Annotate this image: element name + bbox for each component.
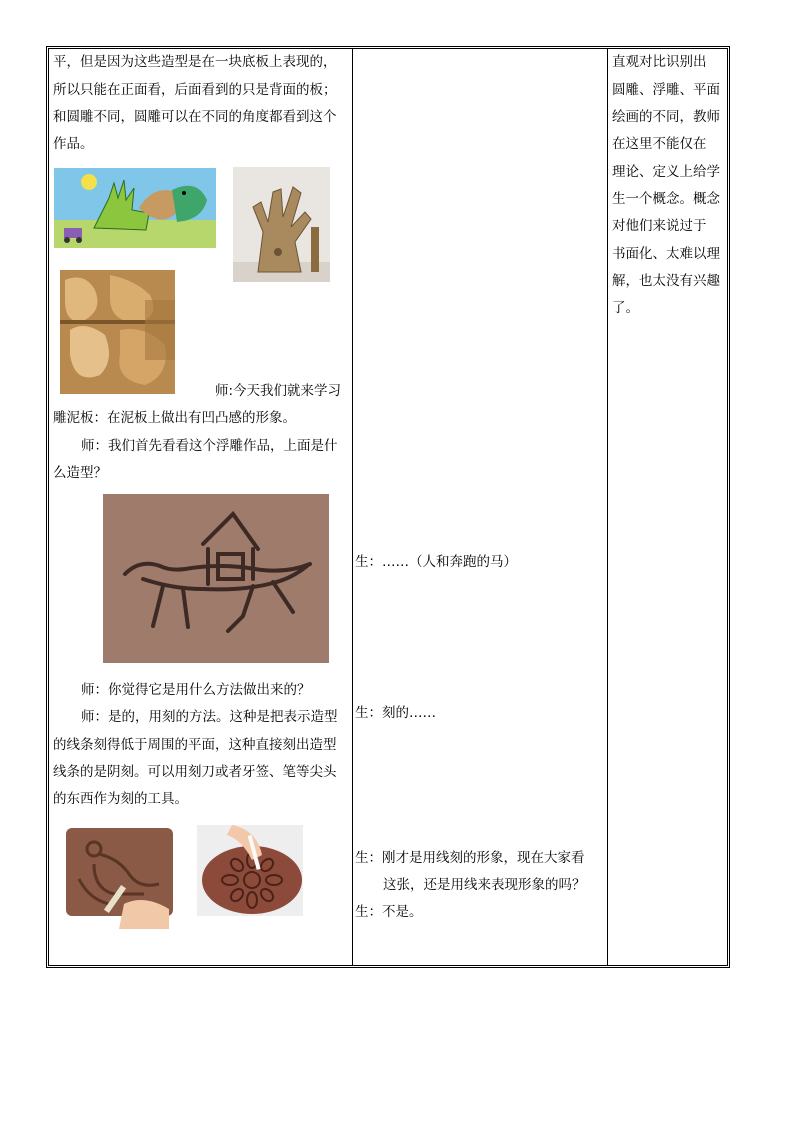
text-line: 师：你觉得它是用什么方法做出来的？ (81, 682, 311, 698)
text-line: 直观对比识别出 (612, 54, 707, 70)
student-answer: 生：刻的…… (355, 705, 436, 721)
text-line: 么造型？ (53, 465, 107, 481)
children-drawing-image (54, 168, 216, 248)
text-line: 绘画的不同，教师 (612, 109, 720, 125)
text-line: 师:今天我们就来学习 (215, 383, 342, 399)
text-line: 的线条刻得低于周围的平面，这种直接刻出造型 (53, 737, 337, 753)
student-answer: 生：不是。 (355, 904, 423, 920)
column-divider-1 (352, 49, 353, 965)
text-line: 了。 (612, 300, 639, 316)
text-line: 对他们来说过于 (612, 218, 707, 234)
student-answer: 生：……（人和奔跑的马） (355, 554, 517, 570)
student-answer: 生：刚才是用线刻的形象，现在大家看 (355, 850, 585, 866)
column-divider-2 (607, 49, 608, 965)
text-line: 生一个概念。概念 (612, 191, 720, 207)
text-line: 平，但是因为这些造型是在一块底板上表现的， (53, 54, 337, 70)
text-line: 雕泥板：在泥板上做出有凹凸感的形象。 (53, 410, 296, 426)
text-line: 的东西作为刻的工具。 (53, 791, 188, 807)
text-line: 线条的是阴刻。可以用刻刀或者牙签、笔等尖头 (53, 764, 337, 780)
clay-tree-sculpture-image (233, 167, 330, 282)
student-answer: 这张，还是用线来表现形象的吗？ (383, 877, 586, 893)
text-line: 和圆雕不同，圆雕可以在不同的角度都看到这个 (53, 109, 337, 125)
incised-horse-relief-image (103, 494, 329, 663)
carved-relief-image (60, 270, 175, 394)
text-line: 所以只能在正面看，后面看到的只是背面的板； (53, 82, 337, 98)
text-line: 圆雕、浮雕、平面 (612, 82, 720, 98)
clay-flower-disc-image (197, 825, 303, 916)
text-line: 理论、定义上给学 (612, 164, 720, 180)
lesson-table (46, 46, 730, 968)
text-line: 在这里不能仅在 (612, 136, 707, 152)
text-line: 书面化、太难以理 (612, 246, 720, 262)
text-line: 作品。 (53, 136, 94, 152)
text-line: 师：我们首先看看这个浮雕作品，上面是什 (81, 438, 338, 454)
text-line: 师：是的，用刻的方法。这种是把表示造型 (81, 709, 338, 725)
clay-bird-slab-image (64, 824, 175, 929)
text-line: 解，也太没有兴趣 (612, 273, 720, 289)
